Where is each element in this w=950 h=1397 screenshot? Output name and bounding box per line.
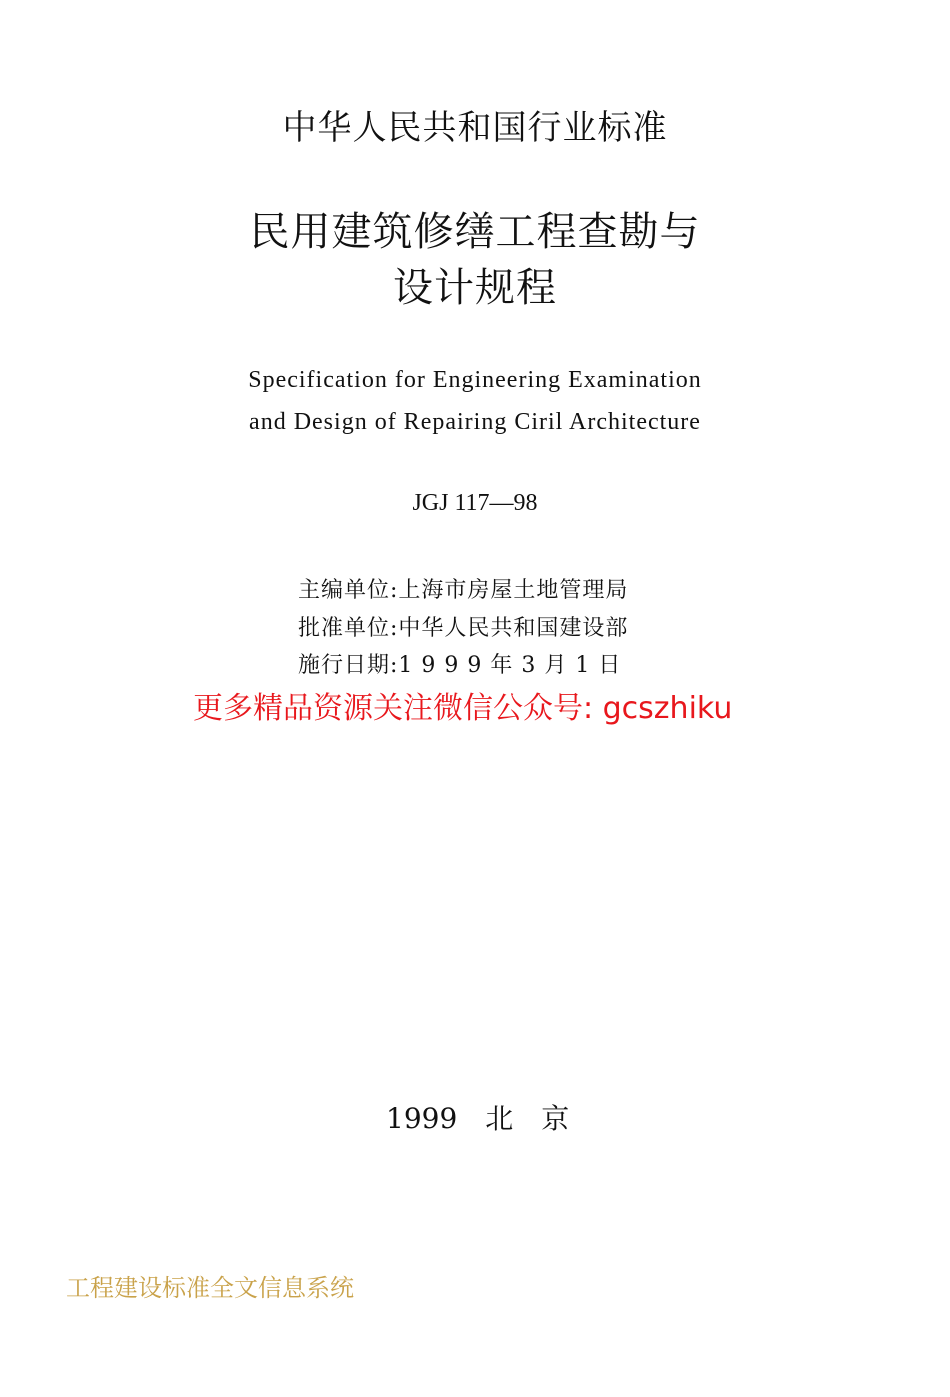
editor-unit: 主编单位:上海市房屋土地管理局 — [298, 578, 629, 603]
industry-standard-heading: 中华人民共和国行业标准 — [282, 108, 668, 148]
standard-code: JGJ 117—98 — [412, 490, 538, 516]
effective-date: 施行日期:1 9 9 9 年 3 月 1 日 — [298, 653, 622, 678]
publication-year-place: 1999 北 京 — [386, 1102, 570, 1135]
wechat-promo-watermark: 更多精品资源关注微信公众号: gcszhiku — [193, 691, 733, 726]
english-title-line-2: and Design of Repairing Ciril Architecture — [249, 409, 701, 435]
approval-unit: 批准单位:中华人民共和国建设部 — [298, 616, 629, 641]
document-title-line-2: 设计规程 — [393, 265, 557, 311]
english-title-line-1: Specification for Engineering Examination — [248, 367, 702, 393]
document-title-line-1: 民用建筑修缮工程查勘与 — [249, 209, 701, 255]
footer-system-name: 工程建设标准全文信息系统 — [66, 1274, 354, 1302]
